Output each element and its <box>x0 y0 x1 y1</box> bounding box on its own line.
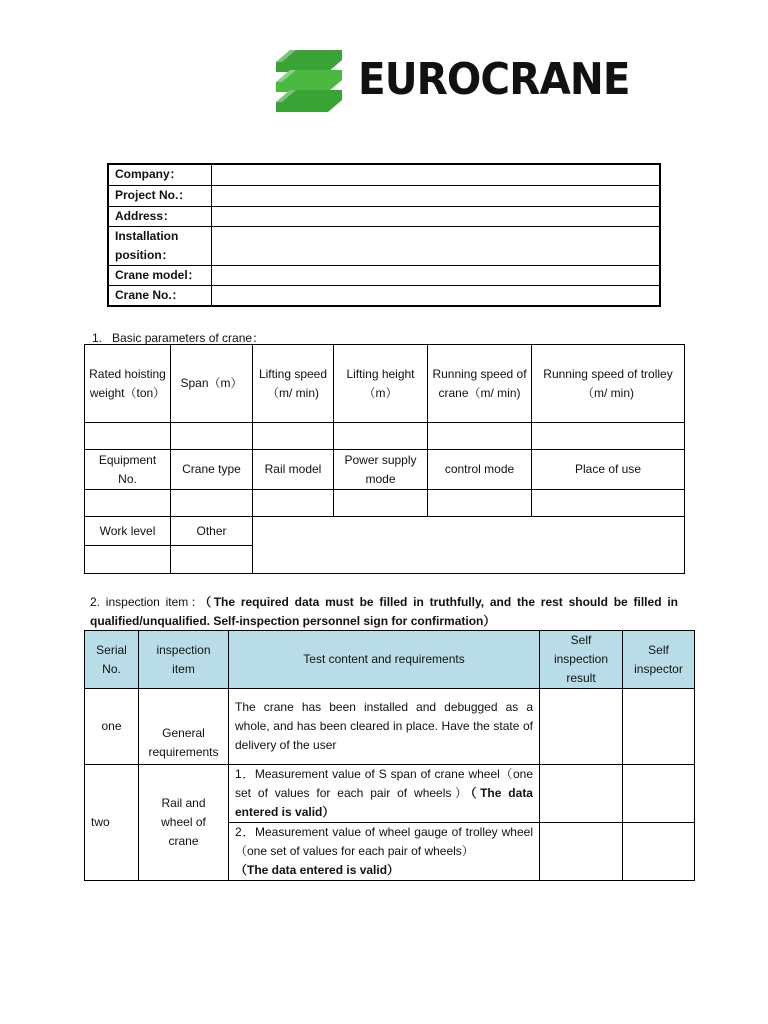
row-one-serial: one <box>85 689 139 765</box>
row-two-content-a-text: 1．Measurement value of S span of crane wheel（one set of values for each pair of wheels） <box>235 767 533 800</box>
row-two-content-a <box>229 765 540 823</box>
project-info-table <box>107 163 661 307</box>
row-two-content-b-text: 2．Measurement value of wheel gauge of trolley wheel（one set of values for each pair of wheels） <box>235 825 533 858</box>
row-two-content-a-note: （The data entered is valid） <box>235 786 533 819</box>
row-two-content-b-note: （The data entered is valid） <box>235 863 400 877</box>
lifting-height-cell[interactable] <box>334 423 428 450</box>
row-two-serial: two <box>85 765 139 881</box>
installation-position-label: Installation position： <box>108 226 211 265</box>
crane-no-value[interactable] <box>211 285 660 306</box>
test-content-header: Test content and requirements <box>229 631 540 689</box>
work-level-header: Work level <box>85 517 171 546</box>
row-one-result-cell[interactable] <box>540 689 623 765</box>
basic-parameters-title: 1. Basic parameters of crane： <box>92 331 265 345</box>
address-value[interactable] <box>211 206 660 226</box>
rail-model-cell[interactable] <box>253 490 334 517</box>
inspection-item-header: inspection item <box>139 631 229 689</box>
lifting-height-header: Lifting height（m） <box>334 345 428 423</box>
lifting-speed-cell[interactable] <box>253 423 334 450</box>
running-speed-trolley-cell[interactable] <box>532 423 685 450</box>
rated-hoisting-weight-cell[interactable] <box>85 423 171 450</box>
company-label: Company： <box>108 164 211 185</box>
crane-no-label: Crane No.： <box>108 285 211 306</box>
company-value[interactable] <box>211 164 660 185</box>
self-inspector-header: Self inspector <box>623 631 695 689</box>
row-two-inspector-a-cell[interactable] <box>623 765 695 823</box>
project-no-value[interactable] <box>211 185 660 206</box>
running-speed-trolley-header: Running speed of trolley（m/ min) <box>532 345 685 423</box>
control-mode-cell[interactable] <box>428 490 532 517</box>
crane-model-value[interactable] <box>211 265 660 285</box>
other-notes-area[interactable] <box>253 517 685 574</box>
row-one-item: General requirements <box>139 689 229 765</box>
place-of-use-cell[interactable] <box>532 490 685 517</box>
row-two-inspector-b-cell[interactable] <box>623 823 695 881</box>
row-one-content: The crane has been installed and debugged as a whole, and has been cleared in place. Have the state of delivery of the user <box>229 689 540 765</box>
power-supply-mode-header: Power supply mode <box>334 450 428 490</box>
eurocrane-logo <box>276 50 630 112</box>
row-two-content-b <box>229 823 540 881</box>
running-speed-crane-header: Running speed of crane（m/ min) <box>428 345 532 423</box>
crane-type-cell[interactable] <box>171 490 253 517</box>
installation-position-value[interactable] <box>211 226 660 265</box>
other-cell[interactable] <box>171 546 253 574</box>
basic-parameters-table <box>84 344 685 574</box>
rail-model-header: Rail model <box>253 450 334 490</box>
brand-name: EUROCRANE <box>358 54 630 105</box>
span-header: Span（m） <box>171 345 253 423</box>
crane-model-label: Crane model： <box>108 265 211 285</box>
project-no-label: Project No.： <box>108 185 211 206</box>
serial-no-header: Serial No. <box>85 631 139 689</box>
self-inspection-result-header: Self inspection result <box>540 631 623 689</box>
equipment-no-cell[interactable] <box>85 490 171 517</box>
address-label: Address： <box>108 206 211 226</box>
inspection-items-table <box>84 630 695 881</box>
row-one-inspector-cell[interactable] <box>623 689 695 765</box>
eurocrane-logo-icon <box>276 50 342 112</box>
equipment-no-header: Equipment No. <box>85 450 171 490</box>
crane-type-header: Crane type <box>171 450 253 490</box>
row-two-result-b-cell[interactable] <box>540 823 623 881</box>
power-supply-mode-cell[interactable] <box>334 490 428 517</box>
place-of-use-header: Place of use <box>532 450 685 490</box>
rated-hoisting-weight-header: Rated hoisting weight（ton） <box>85 345 171 423</box>
control-mode-header: control mode <box>428 450 532 490</box>
running-speed-crane-cell[interactable] <box>428 423 532 450</box>
lifting-speed-header: Lifting speed （m/ min) <box>253 345 334 423</box>
span-cell[interactable] <box>171 423 253 450</box>
row-two-item: Rail and wheel of crane <box>139 765 229 881</box>
work-level-cell[interactable] <box>85 546 171 574</box>
row-two-result-a-cell[interactable] <box>540 765 623 823</box>
other-header: Other <box>171 517 253 546</box>
inspection-item-title-prefix: 2. inspection item： <box>90 595 206 609</box>
inspection-item-title-note: （The required data must be filled in truthfully, and the rest should be filled in qualified/unqualified. Self-inspection personnel sign for confirmation） <box>90 595 678 628</box>
inspection-item-title <box>90 593 678 631</box>
